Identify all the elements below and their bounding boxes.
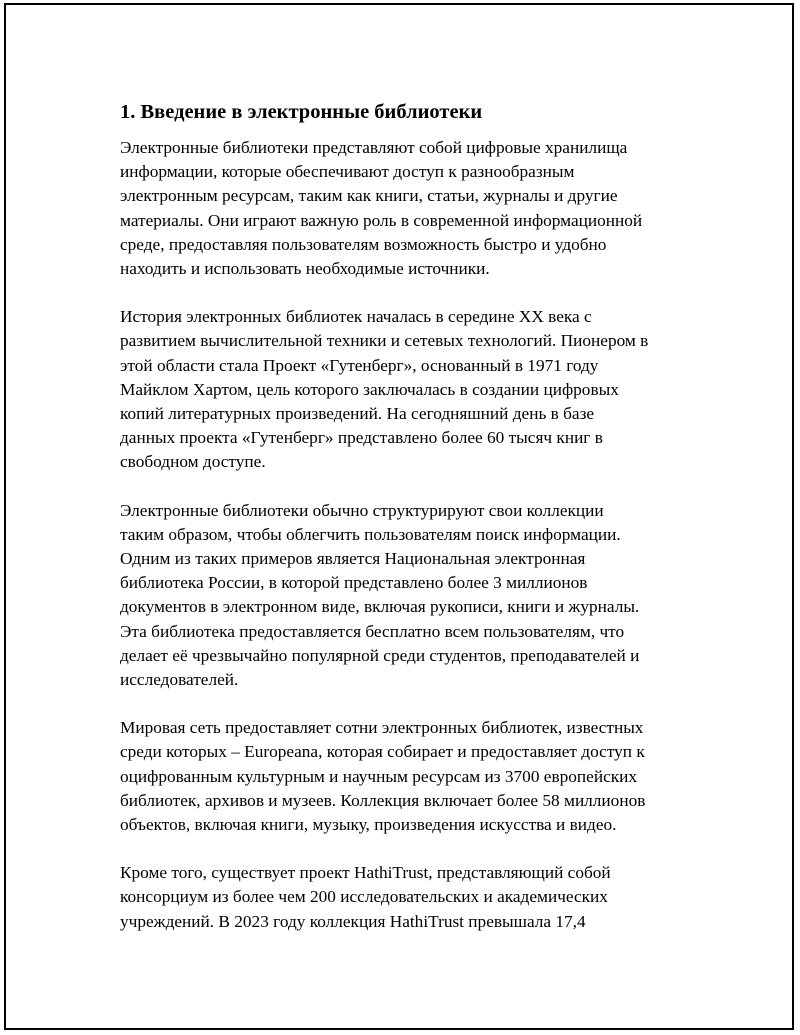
paragraph-structure: Электронные библиотеки обычно структурируют свои коллекции таким образом, чтобы облегчить пользователям поиск информации. Одним из таких примеров является Национальная электронная библиотека России, в которой представлено более 3 миллионов документов в электронном виде, включая рукописи, книги и журналы. Эта библиотека предоставляется бесплатно всем пользователям, что делает её чрезвычайно популярной среди студентов, преподавателей и исследователей. — [120, 500, 640, 690]
paragraph-hathitrust: Кроме того, существует проект HathiTrust, представляющий собой консорциум из более чем 200 исследовательских и академических учреждений. В 2023 году коллекция HathiTrust превышала 17,4 — [120, 863, 611, 931]
paragraph-europeana: Мировая сеть предоставляет сотни электронных библиотек, известных среди которых – Europeana, которая собирает и предоставляет доступ к оцифрованным культурным и научным ресурсам из 3700 европейских библиотек, архивов и музеев. Коллекция включает более 58 миллионов объектов, включая книги, музыку, произведения искусства и видео. — [120, 718, 646, 835]
paragraph-introduction: Электронные библиотеки представляют собой цифровые хранилища информации, которые обеспечивают доступ к разнообразным электронным ресурсам, таким как книги, статьи, журналы и другие материалы. Они играют важную роль в современной информационной среде, предоставляя пользователям возможность быстро и удобно находить и использовать необходимые источники. — [120, 138, 643, 279]
document-body — [120, 100, 700, 958]
document-page — [4, 3, 794, 1030]
section-heading: 1. Введение в электронные библиотеки — [120, 101, 483, 123]
paragraph-history: История электронных библиотек началась в середине XX века с развитием вычислительной техники и сетевых технологий. Пионером в этой области стала Проект «Гутенберг», основанный в 1971 году Майклом Хартом, цель которого заключалась в создании цифровых копий литературных произведений. На сегодняшний день в базе данных проекта «Гутенберг» представлено более 60 тысяч книг в свободном доступе. — [120, 307, 649, 472]
